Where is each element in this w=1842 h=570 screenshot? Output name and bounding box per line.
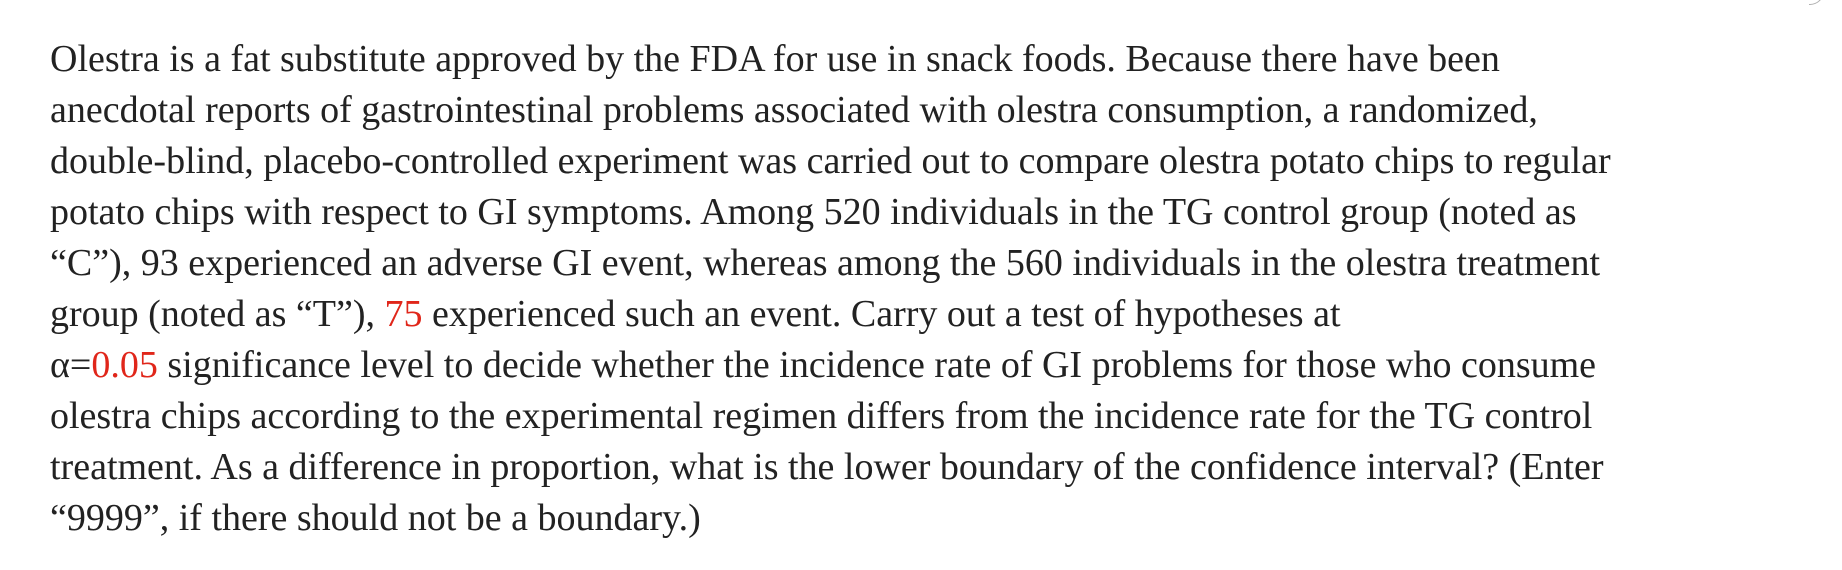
question-text-segment: group (noted as “T”), [50,293,385,335]
question-text-segment: experienced such an event. Carry out a test of hypotheses at [422,293,1341,335]
question-line: anecdotal reports of gastrointestinal problems associated with olestra consumption, a randomized, [50,89,1538,131]
corner-decoration [1809,0,1824,5]
highlighted-count: 75 [384,293,423,335]
question-line: double-blind, placebo-controlled experiment was carried out to compare olestra potato chips to regular [50,140,1611,182]
highlighted-alpha-value: 0.05 [91,344,158,386]
question-line: “9999”, if there should not be a boundary.) [50,497,701,539]
question-line: “C”), 93 experienced an adverse GI event, whereas among the 560 individuals in the olestra treatment [50,242,1601,284]
question-text-segment: significance level to decide whether the incidence rate of GI problems for those who consume [157,344,1597,386]
question-line: treatment. As a difference in proportion, what is the lower boundary of the confidence interval? (Enter [50,446,1604,488]
question-line: olestra chips according to the experimental regimen differs from the incidence rate for the TG control [50,395,1593,437]
alpha-symbol: α= [50,344,92,386]
question-line [50,289,1820,340]
question-text [50,34,1820,544]
question-line [50,340,1820,391]
question-line: Olestra is a fat substitute approved by the FDA for use in snack foods. Because there have been [50,38,1500,80]
question-line: potato chips with respect to GI symptoms. Among 520 individuals in the TG control group (noted as [50,191,1577,233]
